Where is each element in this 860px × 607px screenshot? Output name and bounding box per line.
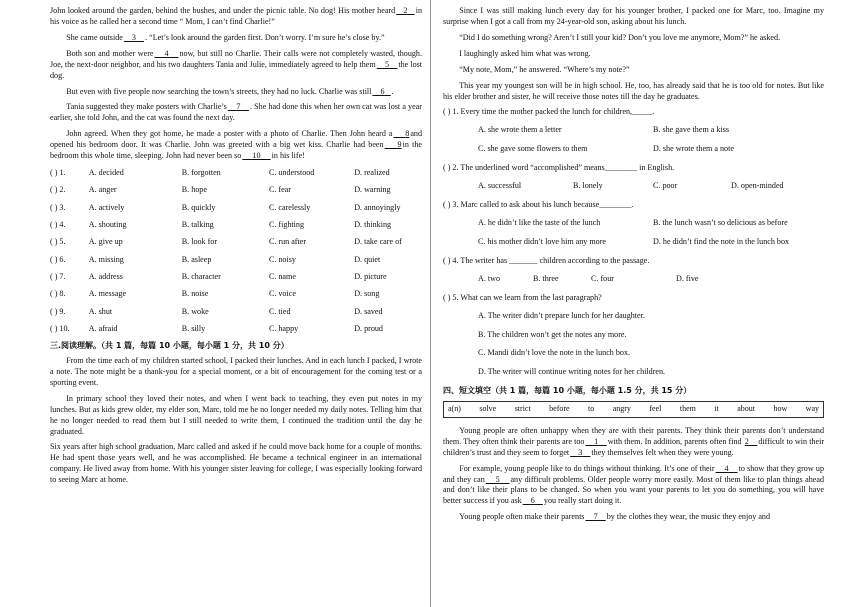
reading-paragraph: “My note, Mom,” he answered. “Where’s my note?” [459,64,630,74]
section-4-title: 四、短文填空（共 1 篇，每篇 10 小题，每小题 1.5 分，共 15 分） [443,386,692,396]
options: A. successful B. lonely C. poor D. open-minded [478,181,784,191]
reading-paragraph: I laughingly asked him what was wrong. [459,48,591,58]
text: John looked around the garden, behind the bushes, and under the picnic table. No dog! His mother heard [50,6,396,15]
blank-8: 8 [405,129,410,139]
options: A. The writer didn’t prepare lunch for her daughter. [478,310,645,320]
blank-2: 2 [403,6,408,15]
choice-row: ( ) 8. A. message B. noise C. voice D. song [50,289,380,299]
word-bank-item: solve [479,404,497,414]
right-column [431,0,860,607]
question: ( ) 5. What can we learn from the last paragraph? [443,292,602,302]
reading-paragraph: Since I was still making lunch every day for his younger brother, I packed one for Marc, too. Imagine my surprise when I got a call from my 24-year-old son, asking about his lunch. [443,6,824,26]
blank-9: 9 [397,140,402,150]
word-bank-item: angry [612,404,631,414]
cloze-paragraph-4: But even with five people now searching the town’s streets, they had no luck. Charlie was still 6 . [66,86,394,96]
reading-paragraph: In primary school they loved their notes, and when I went back to teaching, they even put notes in my lunches. But as kids grew older, my elder son, Marc, told me he no longer needed my daily notes. Telling him that he no longer needed to read them but I still needed to write them, I continued the tradition until the day he graduated. [50,393,422,436]
blank-6: 6 [380,86,385,96]
text: in his voice as he called her a second time “ Mom, I can’t find Charlie!” [50,6,422,26]
options: C. his mother didn’t love him any more D. he didn’t find the note in the lunch box [478,236,790,246]
cloze-choices [50,168,422,335]
word-bank-item: to [588,404,595,414]
word-bank [443,401,824,418]
cloze-paragraph: For example, young people like to do things without thinking. It’s one of their 4 to show that they grow up and they can 5 any difficult problems. Older people worry more easily. Most of them like to plan things ahead and don’t like their plans to be changed. So when you want your parents to let you do something, you will have better success if you ask 6 you really start doing it. [443,463,825,506]
choice-row: ( ) 4. A. shouting B. talking C. fighting D. thinking [50,220,392,229]
options: A. he didn’t like the taste of the lunch B. the lunch wasn’t so delicious as before [478,217,788,227]
cloze-paragraph: Young people are often unhappy when they are with their parents. They think their parents don’t understand them. They often think their parents are too 1 with them. In addition, parents often find 2 difficult to win their children’s trust and they seem to forget 3 they themselves felt when they were young. [443,425,825,457]
question: ( ) 3. Marc called to ask about his lunch because________. [443,200,634,210]
choice-row: ( ) 9. A. shut B. woke C. tied D. saved [50,306,383,316]
options: B. The children won’t get the notes any more. [478,329,627,339]
word-bank-item: it [714,404,719,414]
choice-row: ( ) 10. A. afraid B. silly C. happy D. proud [50,323,383,333]
reading-paragraph: From the time each of my children started school, I packed their lunches. And in each lunch I packed, I wrote a note. The note might be a thank-you for a special moment, or a bit of encouragement for the coming test or a sporting event. [50,355,422,387]
cloze-paragraph-3: Both son and mother were 4 now, but still no Charlie. Their calls were not completely wasted, though. Joe, the next-door neighbor, and his two daughters Tania and Julie, immediately agreed to help them 5 the lost dog. [50,48,423,80]
choice-row: ( ) 7. A. address B. character C. name D. picture [50,271,387,281]
blank-3: 3 [131,32,136,42]
cloze-paragraph-2: She came outside 3 . “Let’s look around the garden first. Don’t worry. I’m sure he’s close by.” [66,32,385,42]
word-bank-item: before [549,404,570,414]
reading-paragraph: “Did I do something wrong? Aren’t I still your kid? Don’t you love me anymore, Mom?” he asked. [459,32,781,42]
blank-4: 4 [164,48,169,58]
options: A. two B. three C. four D. five [478,273,699,283]
question: ( ) 1. Every time the mother packed the lunch for children,_____. [443,107,655,117]
choice-row: ( ) 2. A. anger B. hope C. fear D. warning [50,185,391,195]
blank-10: 10 [252,151,261,161]
reading-paragraph: Six years after high school graduation, Marc called and asked if he could move back home for a couple of months. He had spent those years well, and he was accomplished. He became a technical engineer in an international company. He lived away from home. With his younger sister leaving for college, I was especially looking forward to seeing Marc at home. [50,442,422,485]
options: C. Mandi didn’t love the note in the lunch box. [478,348,631,358]
choice-row: ( ) 6. A. missing B. asleep C. noisy D. quiet [50,254,381,264]
choice-row: ( ) 3. A. actively B. quickly C. carelessly D. annoyingly [50,202,401,212]
blank-7: 7 [236,102,241,112]
word-bank-item: feel [649,404,662,414]
options: A. she wrote them a letter B. she gave them a kiss [478,125,729,135]
word-bank-item: them [679,404,696,414]
word-bank-item: strict [514,404,531,414]
cloze-paragraph-5: Tania suggested they make posters with Charlie’s 7 . She had done this when her own cat was lost a year earlier, she told John, and the cat was found the next day. [50,102,422,123]
blank-5: 5 [385,59,390,69]
reading-paragraph: This year my youngest son will be in high school. He, too, has already said that he is too old for notes. But like his elder brother and sister, he will receive those notes till the day he graduates. [443,80,824,101]
cloze-paragraph-1 [50,6,422,28]
question: ( ) 2. The underlined word “accomplished” means________ in English. [443,163,675,173]
word-bank-item: about [737,404,755,414]
options: C. she gave some flowers to them D. she wrote them a note [478,144,734,154]
word-bank-item: a(n) [448,404,461,414]
cloze-paragraph-6: John agreed. When they got home, he made a poster with a photo of Charlie. Then John heard a 8and opened his bedroom door. It was Charlie. John was greeted with a big wet kiss. Charlie had been 9in the bedroom this whole time, sleeping. John had never been so 10 in his life! [50,129,423,161]
question: ( ) 4. The writer has _______ children according to the passage. [443,255,650,265]
choice-row: ( ) 5. A. give up B. look for C. run after D. take care of [50,237,402,247]
cloze-paragraph: Young people often make their parents 7 by the clothes they wear, the music they enjoy and [459,512,771,522]
choice-row: ( ) 1. A. decided B. forgotten C. understood D. realized [50,168,390,178]
word-bank-item: way [805,404,819,414]
section-3-title: 三.阅读理解。（共 1 篇，每篇 10 小题，每小题 1 分，共 10 分） [50,341,289,351]
options: D. The writer will continue writing notes for her children. [478,367,666,377]
word-bank-item: how [773,404,788,414]
